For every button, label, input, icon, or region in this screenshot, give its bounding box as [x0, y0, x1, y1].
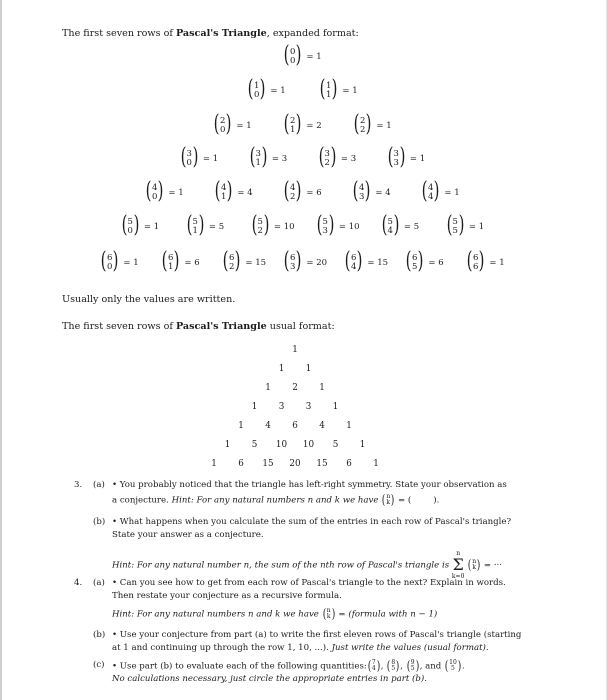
binom-n: 6 — [289, 252, 296, 263]
binom-n: 1 — [325, 80, 332, 91]
triangle-value: 10 — [302, 440, 315, 450]
triangle-value: 4 — [319, 421, 325, 431]
binom-entry: ( 5 2 ) = 10 — [251, 212, 295, 238]
q3a-binom: ( n k ) — [381, 492, 395, 508]
binom-value: 5 — [218, 221, 225, 232]
binom-k: 1 — [289, 124, 296, 135]
binom-entry: ( 3 0 ) = 1 — [180, 144, 219, 170]
binom-k: 3 — [289, 261, 296, 272]
binom-value: 15 — [255, 257, 267, 268]
triangle-value: 1 — [278, 364, 285, 374]
binom-entry: ( 6 4 ) = 15 — [344, 248, 389, 274]
q4a-hint: Hint: For any natural numbers n and k we have — [112, 609, 319, 620]
binom-value: 1 — [419, 153, 426, 164]
binom-value: 1 — [280, 85, 286, 96]
q4b-line2-italic: Just write the values (usual format). — [331, 643, 489, 653]
binom-value: 4 — [385, 187, 391, 198]
triangle-value: 1 — [265, 383, 271, 393]
q4c-binom-2: ( 8 5 ) — [387, 658, 400, 674]
binom-entry: ( 3 2 ) = 3 — [318, 144, 357, 170]
q4b-line1: • Use your conjecture from part (a) to write the first eleven rows of Pascal's triangle (starting — [112, 630, 522, 640]
binom-entry: ( 4 2 ) = 6 — [283, 178, 322, 204]
binom-entry: ( 5 4 ) = 5 — [381, 212, 420, 238]
binom-k: 5 — [452, 225, 458, 236]
binom-n: 6 — [167, 252, 174, 263]
q4c-b1-k: 4 — [371, 665, 376, 672]
q3a-binom-n: n — [386, 493, 391, 500]
binom-k: 2 — [359, 124, 366, 135]
binom-k: 4 — [387, 225, 393, 236]
q4c-b4-k: 5 — [451, 665, 455, 672]
binom-n: 3 — [393, 148, 399, 159]
binom-k: 1 — [255, 157, 261, 168]
q3a-eq: = ( — [398, 495, 412, 506]
triangle-value: 20 — [289, 459, 301, 469]
binom-k: 4 — [427, 191, 434, 202]
binom-entry: ( 6 2 ) = 15 — [222, 248, 267, 274]
triangle-value: 1 — [359, 440, 366, 450]
q3a-binom-k: k — [386, 499, 391, 506]
binom-entry: ( 6 3 ) = 20 — [283, 248, 328, 274]
q4b-line2 — [112, 643, 489, 654]
binom-entry: ( 3 3 ) = 1 — [387, 144, 426, 170]
q4b-label: (b) — [93, 630, 106, 640]
sigma-top: n — [456, 550, 461, 557]
binom-value: 1 — [454, 187, 460, 198]
binom-entry: ( 4 1 ) = 4 — [214, 178, 253, 204]
heading-suffix: , expanded format: — [266, 28, 359, 39]
binom-value: 10 — [283, 221, 295, 232]
triangle-value: 6 — [346, 459, 352, 469]
binom-entry: ( 6 6 ) = 1 — [466, 248, 505, 274]
binom-n: 4 — [358, 182, 365, 193]
binom-value: 6 — [194, 257, 200, 268]
usual-heading-prefix: The first seven rows of — [62, 321, 176, 332]
q4a-formula: = (formula with n − 1) — [338, 609, 438, 620]
binom-entry: ( 2 1 ) = 2 — [283, 111, 322, 137]
sigma-bottom: k=0 — [451, 573, 465, 580]
binom-entry: ( 2 0 ) = 1 — [213, 111, 252, 137]
binom-n: 5 — [257, 216, 263, 227]
binom-value: 3 — [350, 153, 357, 164]
q4b-line2-text: at 1 and continuing up through the row 1, 10, ...). — [112, 643, 332, 653]
binom-n: 5 — [127, 216, 133, 227]
triangle-value: 6 — [238, 459, 244, 469]
binom-k: 4 — [350, 261, 357, 272]
binom-n: 6 — [472, 252, 479, 263]
binom-entry: ( 4 3 ) = 4 — [352, 178, 391, 204]
q3b-line2: State your answer as a conjecture. — [112, 530, 264, 540]
triangle-value: 3 — [305, 402, 312, 412]
triangle-value: 3 — [278, 402, 285, 412]
binom-n: 2 — [289, 115, 296, 126]
q3b-label: (b) — [93, 517, 106, 527]
binom-k: 0 — [127, 225, 133, 236]
triangle-value: 10 — [275, 440, 288, 450]
binom-n: 6 — [350, 252, 357, 263]
binom-k: 1 — [325, 89, 332, 100]
binom-value: 4 — [247, 187, 253, 198]
binom-k: 0 — [151, 191, 158, 202]
q3b-line1: • What happens when you calculate the sum of the entries in each row of Pascal's triangle? — [112, 517, 512, 527]
binom-value: 1 — [212, 153, 219, 164]
binom-value: 1 — [153, 221, 160, 232]
expanded-heading — [62, 28, 359, 39]
binom-value: 5 — [413, 221, 420, 232]
binom-k: 6 — [472, 261, 479, 272]
binom-entry: ( 2 2 ) = 1 — [353, 111, 392, 137]
triangle-value: 1 — [211, 459, 217, 469]
q3a-line2-text: a conjecture. — [112, 495, 172, 506]
binom-value: 20 — [316, 257, 328, 268]
binom-entry: ( 6 1 ) = 6 — [161, 248, 200, 274]
binom-k: 2 — [228, 261, 235, 272]
binom-k: 3 — [322, 225, 328, 236]
binom-k: 3 — [393, 157, 399, 168]
triangle-value: 1 — [238, 421, 244, 431]
binom-n: 3 — [324, 148, 330, 159]
triangle-value: 1 — [251, 402, 258, 412]
binom-n: 6 — [228, 252, 235, 263]
triangle-value: 1 — [224, 440, 231, 450]
binom-entry: ( 5 0 ) = 1 — [121, 212, 160, 238]
triangle-value: 5 — [251, 440, 258, 450]
q4a-hint-line — [112, 608, 437, 621]
usual-heading-name: Pascal's Triangle — [175, 321, 267, 332]
binom-k: 0 — [253, 89, 260, 100]
binom-n: 1 — [253, 80, 260, 91]
binom-k: 0 — [106, 261, 113, 272]
q3b-binom-k: k — [472, 564, 476, 571]
binom-n: 2 — [359, 115, 366, 126]
q4c-binom-1: ( 7 4 ) — [367, 658, 381, 674]
q4c-and: , and — [419, 661, 442, 672]
binom-value: 1 — [133, 257, 139, 268]
binom-value: 6 — [438, 257, 444, 268]
q4c-b4-n: 10 — [449, 659, 457, 666]
triangle-value: 1 — [373, 459, 379, 469]
binom-entry: ( 4 0 ) = 1 — [145, 178, 184, 204]
binom-k: 1 — [192, 225, 198, 236]
usual-heading — [62, 321, 335, 332]
q4c-line2: No calculations necessary, just circle the appropriate entries in part (b). — [112, 674, 427, 684]
binom-n: 4 — [427, 182, 434, 193]
q4a-binom-k: k — [326, 613, 331, 620]
q4c-b3-n: 9 — [410, 659, 415, 666]
q3a-line2 — [112, 494, 439, 507]
binom-value: 1 — [499, 257, 505, 268]
binom-k: 2 — [324, 157, 330, 168]
binom-k: 3 — [358, 191, 365, 202]
binom-value: 3 — [281, 153, 288, 164]
binom-value: 15 — [377, 257, 389, 268]
q4a-label: (a) — [93, 578, 105, 588]
q4c-label: (c) — [93, 660, 105, 670]
heading-name: Pascal's Triangle — [175, 28, 267, 39]
binom-n: 5 — [387, 216, 393, 227]
triangle-value: 4 — [265, 421, 271, 431]
binom-n: 5 — [192, 216, 198, 227]
binom-n: 5 — [322, 216, 328, 227]
triangle-value: 1 — [292, 345, 298, 355]
q3b-hint: Hint: For any natural number n, the sum of the nth row of Pascal's triangle is — [112, 560, 450, 571]
binom-n: 4 — [289, 182, 296, 193]
q4c-b1-n: 7 — [371, 659, 376, 666]
binom-k: 0 — [186, 157, 192, 168]
triangle-value: 2 — [292, 383, 298, 393]
binom-value: 1 — [478, 221, 485, 232]
q4c-b2-k: 5 — [391, 665, 396, 672]
binom-entry: ( 1 1 ) = 1 — [319, 76, 358, 102]
binom-value: 1 — [386, 120, 392, 131]
q4a-line2: Then restate your conjecture as a recursive formula. — [112, 591, 342, 601]
q4c-line1: • Use part (b) to evaluate each of the following quantities: ( 7 4 ) , ( 8 5 ) , ( 9 5 ) , and ( 10 5 ) . — [112, 658, 465, 674]
q3a-label: (a) — [93, 480, 105, 490]
triangle-value: 1 — [346, 421, 352, 431]
binom-value: 6 — [316, 187, 322, 198]
binom-n: 6 — [411, 252, 418, 263]
binom-k: 1 — [220, 191, 227, 202]
q3b-hint-line — [112, 550, 502, 580]
q4a-binom-n: n — [326, 607, 331, 614]
binom-entry: ( 0 0 ) = 1 — [283, 42, 322, 68]
binom-entry: ( 5 1 ) = 5 — [186, 212, 225, 238]
q3b-binom: ( n k ) — [467, 557, 481, 573]
binom-entry: ( 5 3 ) = 10 — [316, 212, 360, 238]
q4c-end: . — [461, 661, 465, 672]
binom-n: 0 — [289, 46, 296, 57]
binom-n: 3 — [255, 148, 261, 159]
binom-entry: ( 6 0 ) = 1 — [100, 248, 139, 274]
q4-number: 4. — [74, 578, 83, 588]
q3b-binom-n: n — [472, 558, 477, 565]
triangle-value: 1 — [305, 364, 312, 374]
q3-number: 3. — [74, 480, 83, 490]
binom-value: 1 — [316, 51, 322, 62]
heading-prefix: The first seven rows of — [62, 28, 176, 39]
q4a-line1: • Can you see how to get from each row of Pascal's triangle to the next? Explain in words. — [112, 578, 506, 588]
triangle-value: 6 — [292, 421, 298, 431]
binom-k: 2 — [289, 191, 296, 202]
q3a-line1: • You probably noticed that the triangle has left-right symmetry. State your observation as — [112, 480, 507, 490]
triangle-value: 15 — [316, 459, 328, 469]
binom-entry: ( 4 4 ) = 1 — [421, 178, 460, 204]
binom-n: 2 — [219, 115, 226, 126]
binom-entry: ( 3 1 ) = 3 — [249, 144, 288, 170]
q4a-binom: ( n k ) — [322, 606, 335, 622]
binom-k: 5 — [411, 261, 418, 272]
binom-k: 2 — [257, 225, 263, 236]
binom-value: 1 — [352, 85, 358, 96]
binom-n: 3 — [186, 148, 192, 159]
binom-k: 1 — [167, 261, 174, 272]
q4c-b2-n: 8 — [391, 659, 396, 666]
binom-n: 4 — [151, 182, 158, 193]
triangle-value: 1 — [332, 402, 339, 412]
triangle-value: 1 — [319, 383, 325, 393]
triangle-value: 15 — [262, 459, 274, 469]
q3b-end: = ··· — [483, 560, 503, 571]
q4c-binom-4: ( 10 5 ) — [444, 658, 462, 674]
q3a-hint: Hint: For any natural numbers n and k we have — [171, 495, 379, 506]
q4c-b3-k: 5 — [410, 665, 415, 672]
q3b-sigma: n Σ k=0 — [451, 550, 465, 580]
binom-k: 0 — [219, 124, 226, 135]
binom-n: 5 — [452, 216, 458, 227]
binom-value: 2 — [316, 120, 322, 131]
q3a-close: ). — [433, 495, 440, 506]
binom-value: 10 — [348, 221, 360, 232]
binom-value: 1 — [178, 187, 184, 198]
binom-entry: ( 1 0 ) = 1 — [247, 76, 286, 102]
binom-entry: ( 6 5 ) = 6 — [405, 248, 444, 274]
q4c-line1-text: • Use part (b) to evaluate each of the following quantities: — [112, 661, 367, 672]
binom-n: 6 — [106, 252, 113, 263]
binom-k: 0 — [289, 55, 296, 66]
binom-n: 4 — [220, 182, 227, 193]
binom-entry: ( 5 5 ) = 1 — [446, 212, 485, 238]
q4c-binom-3: ( 9 5 ) — [406, 658, 419, 674]
usually-text: Usually only the values are written. — [62, 294, 236, 305]
usual-heading-suffix: usual format: — [266, 321, 335, 332]
binom-value: 1 — [246, 120, 252, 131]
triangle-value: 5 — [332, 440, 339, 450]
